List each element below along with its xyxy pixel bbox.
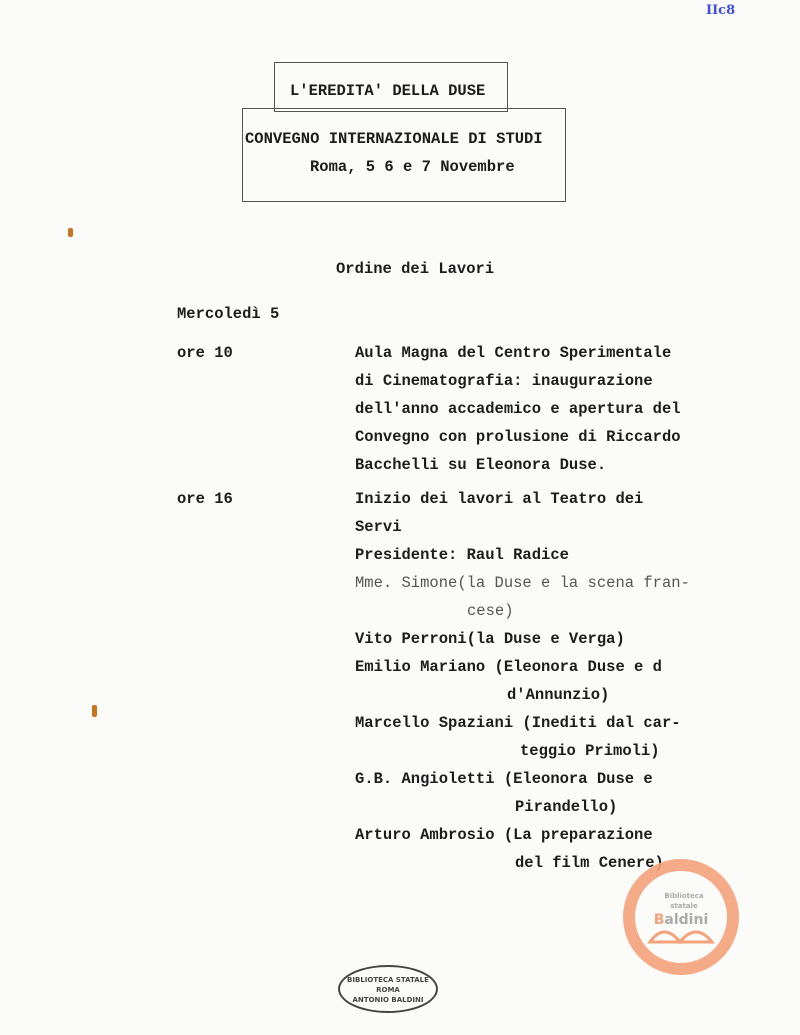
library-stamp <box>338 965 438 1013</box>
punch-hole-mark <box>68 228 73 237</box>
session-line: Servi <box>355 518 402 536</box>
session-line: dell'anno accademico e apertura del <box>355 400 681 418</box>
session-time: ore 16 <box>177 490 233 508</box>
session-line: cese) <box>467 602 514 620</box>
conference-dates: Roma, 5 6 e 7 Novembre <box>310 158 515 176</box>
session-line: Presidente: Raul Radice <box>355 546 569 564</box>
session-line: Bacchelli su Eleonora Duse. <box>355 456 607 474</box>
session-line: Emilio Mariano (Eleonora Duse e d <box>355 658 662 676</box>
session-line: Marcello Spaziani (Inediti dal car- <box>355 714 681 732</box>
baldini-logo <box>622 858 740 976</box>
svg-text:ANTONIO BALDINI: ANTONIO BALDINI <box>352 996 424 1004</box>
archive-mark: IIc8 <box>706 3 736 18</box>
session-line: Aula Magna del Centro Sperimentale <box>355 344 672 362</box>
session-line: Pirandello) <box>515 798 618 816</box>
svg-text:ROMA: ROMA <box>376 986 400 994</box>
session-line: Vito Perroni(la Duse e Verga) <box>355 630 625 648</box>
svg-text:statale: statale <box>670 902 698 910</box>
session-line: di Cinematografia: inaugurazione <box>355 372 653 390</box>
session-line: del film Cenere) <box>515 854 664 872</box>
stamp-text-icon <box>340 967 436 1011</box>
svg-text:BIBLIOTECA STATALE: BIBLIOTECA STATALE <box>347 976 429 984</box>
session-line: Convegno con prolusione di Riccardo <box>355 428 681 446</box>
svg-text:Biblioteca: Biblioteca <box>664 892 704 900</box>
session-line: teggio Primoli) <box>520 742 660 760</box>
session-line: G.B. Angioletti (Eleonora Duse e <box>355 770 653 788</box>
day-heading: Mercoledì 5 <box>177 305 280 323</box>
subtitle-box <box>242 108 566 202</box>
session-line: Inizio dei lavori al Teatro dei <box>355 490 644 508</box>
document-title: L'EREDITA' DELLA DUSE <box>290 82 486 100</box>
session-time: ore 10 <box>177 344 233 362</box>
conference-name: CONVEGNO INTERNAZIONALE DI STUDI <box>245 130 543 148</box>
punch-hole-mark <box>92 705 97 717</box>
svg-text:Baldini: Baldini <box>653 912 709 928</box>
session-line: Arturo Ambrosio (La preparazione <box>355 826 653 844</box>
session-line: d'Annunzio) <box>507 686 610 704</box>
session-line: Mme. Simone(la Duse e la scena fran- <box>355 574 690 592</box>
section-title: Ordine dei Lavori <box>336 260 495 278</box>
